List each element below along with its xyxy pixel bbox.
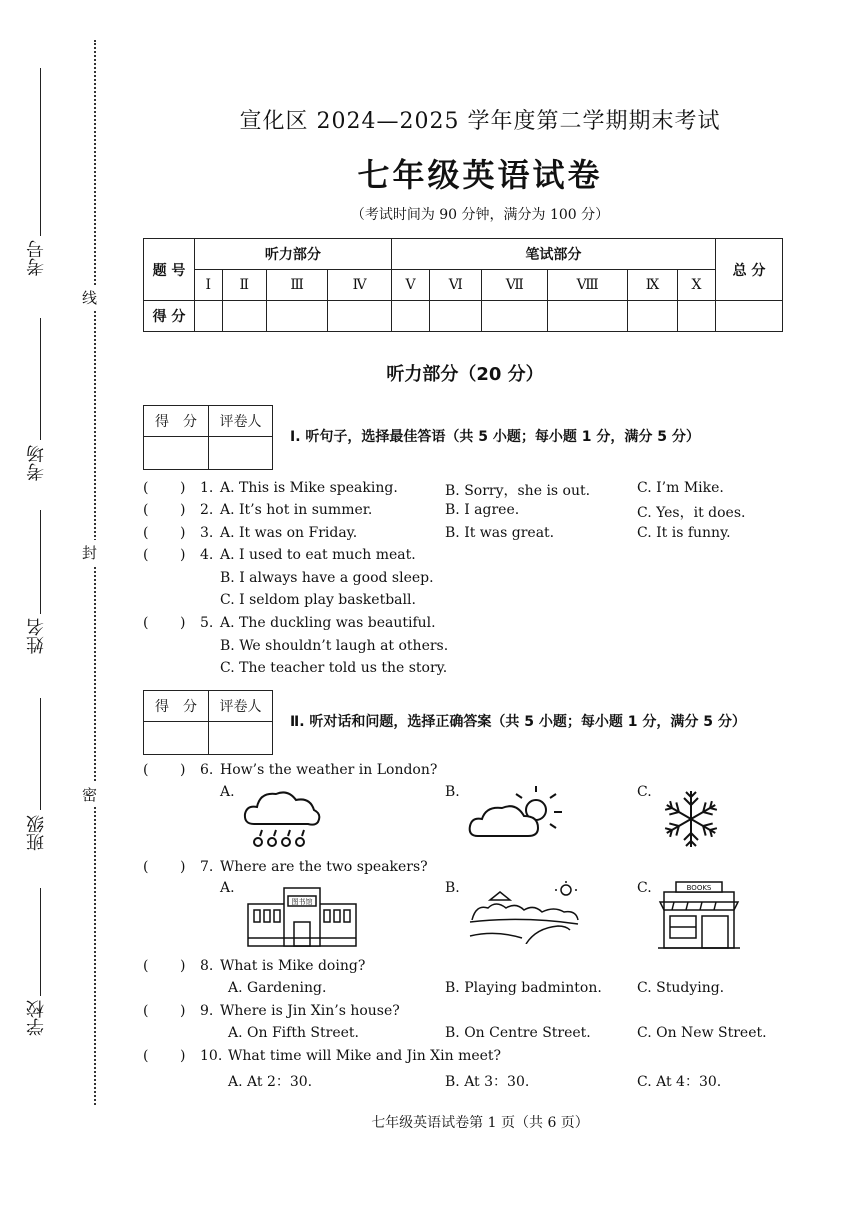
q7-label-b: B.	[445, 880, 460, 896]
answer-paren-open[interactable]: (	[143, 480, 149, 496]
numeral-9: Ⅸ	[627, 270, 677, 301]
q6-label-c: C.	[637, 784, 652, 800]
q8-question: What is Mike doing?	[220, 958, 366, 974]
numeral-6: Ⅵ	[430, 270, 482, 301]
part2-title: Ⅱ. 听对话和问题，选择正确答案（共 5 小题；每小题 1 分，满分 5 分）	[290, 714, 746, 730]
numeral-7: Ⅶ	[482, 270, 548, 301]
q9-option-c: C. On New Street.	[637, 1025, 767, 1041]
q4-number: 4.	[200, 547, 214, 563]
q7-number: 7.	[200, 859, 214, 875]
total-score-cell[interactable]	[716, 301, 783, 332]
grader-name-label: 评卷人	[209, 691, 273, 722]
numeral-2: Ⅱ	[222, 270, 266, 301]
q10-option-b: B. At 3：30.	[445, 1074, 530, 1090]
numeral-3: Ⅲ	[266, 270, 327, 301]
snowflake-icon	[656, 786, 726, 852]
q9-question: Where is Jin Xin’s house?	[220, 1003, 400, 1019]
library-sign: 图书馆	[291, 898, 313, 906]
part1-title: Ⅰ. 听句子，选择最佳答语（共 5 小题；每小题 1 分，满分 5 分）	[290, 429, 700, 445]
q2-option-c: C. Yes，it does.	[637, 505, 746, 521]
answer-paren-close: )	[180, 859, 186, 875]
grader-name-cell[interactable]	[209, 437, 273, 470]
q8-option-c: C. Studying.	[637, 980, 725, 996]
score-cell[interactable]	[430, 301, 482, 332]
answer-paren-open[interactable]: (	[143, 762, 149, 778]
q7-question: Where are the two speakers?	[220, 859, 428, 875]
numeral-1: Ⅰ	[195, 270, 223, 301]
answer-paren-open[interactable]: (	[143, 547, 149, 563]
grader-name-cell[interactable]	[209, 722, 273, 755]
seal-char-feng: 封	[82, 540, 97, 565]
grader-box-part1	[143, 405, 273, 470]
section-title-listening: 听力部分（20 分）	[386, 364, 544, 385]
listening-header: 听力部分	[195, 239, 392, 270]
bookstore-sign: BOOKS	[686, 884, 712, 892]
q10-option-a: A. At 2：30.	[228, 1074, 313, 1090]
park-scene-icon	[466, 880, 582, 944]
grader-score-label: 得 分	[144, 691, 209, 722]
exam-title: 七年级英语试卷	[357, 156, 603, 194]
q2-option-a: A. It’s hot in summer.	[220, 502, 373, 518]
q10-number: 10.	[200, 1048, 223, 1064]
numeral-5: Ⅴ	[391, 270, 429, 301]
score-cell[interactable]	[222, 301, 266, 332]
q9-number: 9.	[200, 1003, 214, 1019]
q5-option-b: B. We shouldn’t laugh at others.	[220, 638, 449, 654]
q4-option-a: A. I used to eat much meat.	[220, 547, 416, 563]
q5-number: 5.	[200, 615, 214, 631]
field-line-name[interactable]	[40, 510, 42, 614]
grader-score-cell[interactable]	[144, 437, 209, 470]
answer-paren-open[interactable]: (	[143, 502, 149, 518]
score-cell[interactable]	[266, 301, 327, 332]
grader-score-label: 得 分	[144, 406, 209, 437]
q9-option-a: A. On Fifth Street.	[228, 1025, 359, 1041]
answer-paren-open[interactable]: (	[143, 859, 149, 875]
score-cell[interactable]	[548, 301, 628, 332]
q5-option-c: C. The teacher told us the story.	[220, 660, 448, 676]
field-label-school: 学校	[26, 1000, 47, 1036]
q6-label-a: A.	[220, 784, 235, 800]
score-cell[interactable]	[328, 301, 392, 332]
answer-paren-open[interactable]: (	[143, 525, 149, 541]
q10-option-c: C. At 4：30.	[637, 1074, 722, 1090]
writing-header: 笔试部分	[391, 239, 715, 270]
numeral-8: Ⅷ	[548, 270, 628, 301]
total-header: 总 分	[716, 239, 783, 301]
binding-dotted-line	[94, 40, 96, 1105]
field-label-name: 姓名	[26, 618, 47, 654]
q8-option-b: B. Playing badminton.	[445, 980, 602, 996]
score-cell[interactable]	[391, 301, 429, 332]
q1-option-b: B. Sorry，she is out.	[445, 483, 591, 499]
score-row-label: 得 分	[144, 301, 195, 332]
q7-label-c: C.	[637, 880, 652, 896]
q3-option-c: C. It is funny.	[637, 525, 731, 541]
numeral-4: Ⅳ	[328, 270, 392, 301]
q4-option-b: B. I always have a good sleep.	[220, 570, 434, 586]
answer-paren-close: )	[180, 762, 186, 778]
answer-paren-close: )	[180, 958, 186, 974]
grader-name-label: 评卷人	[209, 406, 273, 437]
seal-char-xian: 线	[82, 285, 97, 310]
q7-label-a: A.	[220, 880, 235, 896]
q2-number: 2.	[200, 502, 214, 518]
seal-char-mi: 密	[82, 782, 97, 807]
answer-paren-open[interactable]: (	[143, 958, 149, 974]
q1-option-c: C. I’m Mike.	[637, 480, 724, 496]
exam-subtitle: 宣化区 2024—2025 学年度第二学期期末考试	[239, 109, 721, 134]
q6-label-b: B.	[445, 784, 460, 800]
field-label-exam-number: 考号	[26, 240, 47, 276]
q3-number: 3.	[200, 525, 214, 541]
q8-option-a: A. Gardening.	[228, 980, 327, 996]
q8-number: 8.	[200, 958, 214, 974]
q2-option-b: B. I agree.	[445, 502, 520, 518]
row-label-question-number: 题 号	[144, 239, 195, 301]
answer-paren-close: )	[180, 547, 186, 563]
q1-option-a: A. This is Mike speaking.	[220, 480, 398, 496]
bookstore-icon	[656, 880, 742, 950]
field-label-class: 班级	[26, 815, 47, 851]
grader-score-cell[interactable]	[144, 722, 209, 755]
sun-cloud-icon	[466, 786, 566, 846]
rain-cloud-icon	[240, 786, 324, 850]
score-cell[interactable]	[195, 301, 223, 332]
q1-number: 1.	[200, 480, 214, 496]
q3-option-b: B. It was great.	[445, 525, 555, 541]
field-label-exam-room: 考场	[26, 445, 47, 481]
score-table	[143, 238, 783, 332]
q6-question: How’s the weather in London?	[220, 762, 438, 778]
library-building-icon	[244, 882, 360, 948]
answer-paren-close: )	[180, 502, 186, 518]
answer-paren-close: )	[180, 1048, 186, 1064]
answer-paren-open[interactable]: (	[143, 1048, 149, 1064]
answer-paren-close: )	[180, 615, 186, 631]
answer-paren-close: )	[180, 1003, 186, 1019]
q9-option-b: B. On Centre Street.	[445, 1025, 591, 1041]
numeral-10: Ⅹ	[678, 270, 716, 301]
answer-paren-close: )	[180, 480, 186, 496]
score-cell[interactable]	[627, 301, 677, 332]
score-cell[interactable]	[678, 301, 716, 332]
q10-question: What time will Mike and Jin Xin meet?	[228, 1048, 502, 1064]
q3-option-a: A. It was on Friday.	[220, 525, 358, 541]
answer-paren-open[interactable]: (	[143, 1003, 149, 1019]
q4-option-c: C. I seldom play basketball.	[220, 592, 416, 608]
score-cell[interactable]	[482, 301, 548, 332]
q6-number: 6.	[200, 762, 214, 778]
answer-paren-open[interactable]: (	[143, 615, 149, 631]
field-line-class[interactable]	[40, 698, 42, 810]
page-footer: 七年级英语试卷第 1 页（共 6 页）	[371, 1115, 589, 1131]
answer-paren-close: )	[180, 525, 186, 541]
q5-option-a: A. The duckling was beautiful.	[220, 615, 436, 631]
field-line-school[interactable]	[40, 888, 42, 996]
grader-box-part2	[143, 690, 273, 755]
exam-note: （考试时间为 90 分钟，满分为 100 分）	[350, 207, 610, 223]
